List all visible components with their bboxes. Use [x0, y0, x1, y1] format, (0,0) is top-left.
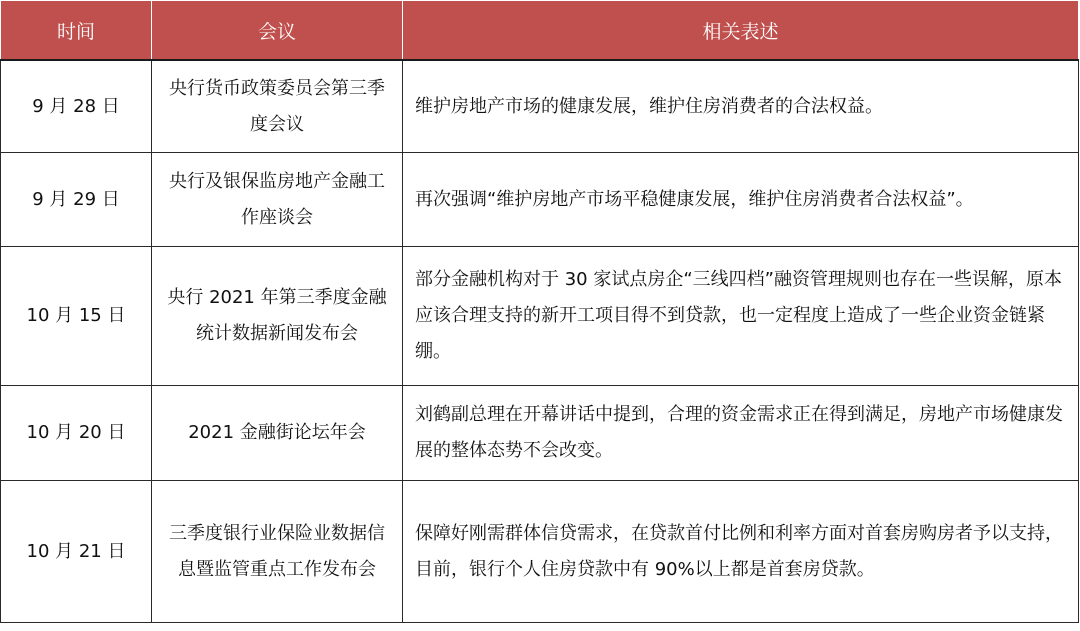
- cell-time: 10 月 21 日: [1, 481, 152, 623]
- cell-meeting: 央行及银保监房地产金融工作座谈会: [152, 153, 403, 247]
- table-row: [1, 481, 1079, 623]
- header-time: 时间: [1, 1, 152, 61]
- cell-time: 10 月 20 日: [1, 386, 152, 481]
- cell-description: 保障好刚需群体信贷需求，在贷款首付比例和利率方面对首套房购房者予以支持，目前，银行个人住房贷款中有 90%以上都是首套房贷款。: [403, 481, 1079, 623]
- cell-time: 9 月 29 日: [1, 153, 152, 247]
- header-row: [1, 1, 1079, 61]
- cell-meeting: 央行 2021 年第三季度金融统计数据新闻发布会: [152, 247, 403, 386]
- table-body: [1, 60, 1079, 623]
- cell-meeting: 三季度银行业保险业数据信息暨监管重点工作发布会: [152, 481, 403, 623]
- cell-description: 维护房地产市场的健康发展，维护住房消费者的合法权益。: [403, 60, 1079, 153]
- table-row: [1, 60, 1079, 153]
- header-meeting: 会议: [152, 1, 403, 61]
- cell-description: 部分金融机构对于 30 家试点房企“三线四档”融资管理规则也存在一些误解，原本应该合理支持的新开工项目得不到贷款，也一定程度上造成了一些企业资金链紧绷。: [403, 247, 1079, 386]
- header-description: 相关表述: [403, 1, 1079, 61]
- table-row: [1, 247, 1079, 386]
- cell-description: 刘鹤副总理在开幕讲话中提到，合理的资金需求正在得到满足，房地产市场健康发展的整体态势不会改变。: [403, 386, 1079, 481]
- table-header: [1, 1, 1079, 61]
- cell-meeting: 央行货币政策委员会第三季度会议: [152, 60, 403, 153]
- cell-meeting: 2021 金融街论坛年会: [152, 386, 403, 481]
- cell-description: 再次强调“维护房地产市场平稳健康发展，维护住房消费者合法权益”。: [403, 153, 1079, 247]
- cell-time: 9 月 28 日: [1, 60, 152, 153]
- table-row: [1, 386, 1079, 481]
- cell-time: 10 月 15 日: [1, 247, 152, 386]
- table-row: [1, 153, 1079, 247]
